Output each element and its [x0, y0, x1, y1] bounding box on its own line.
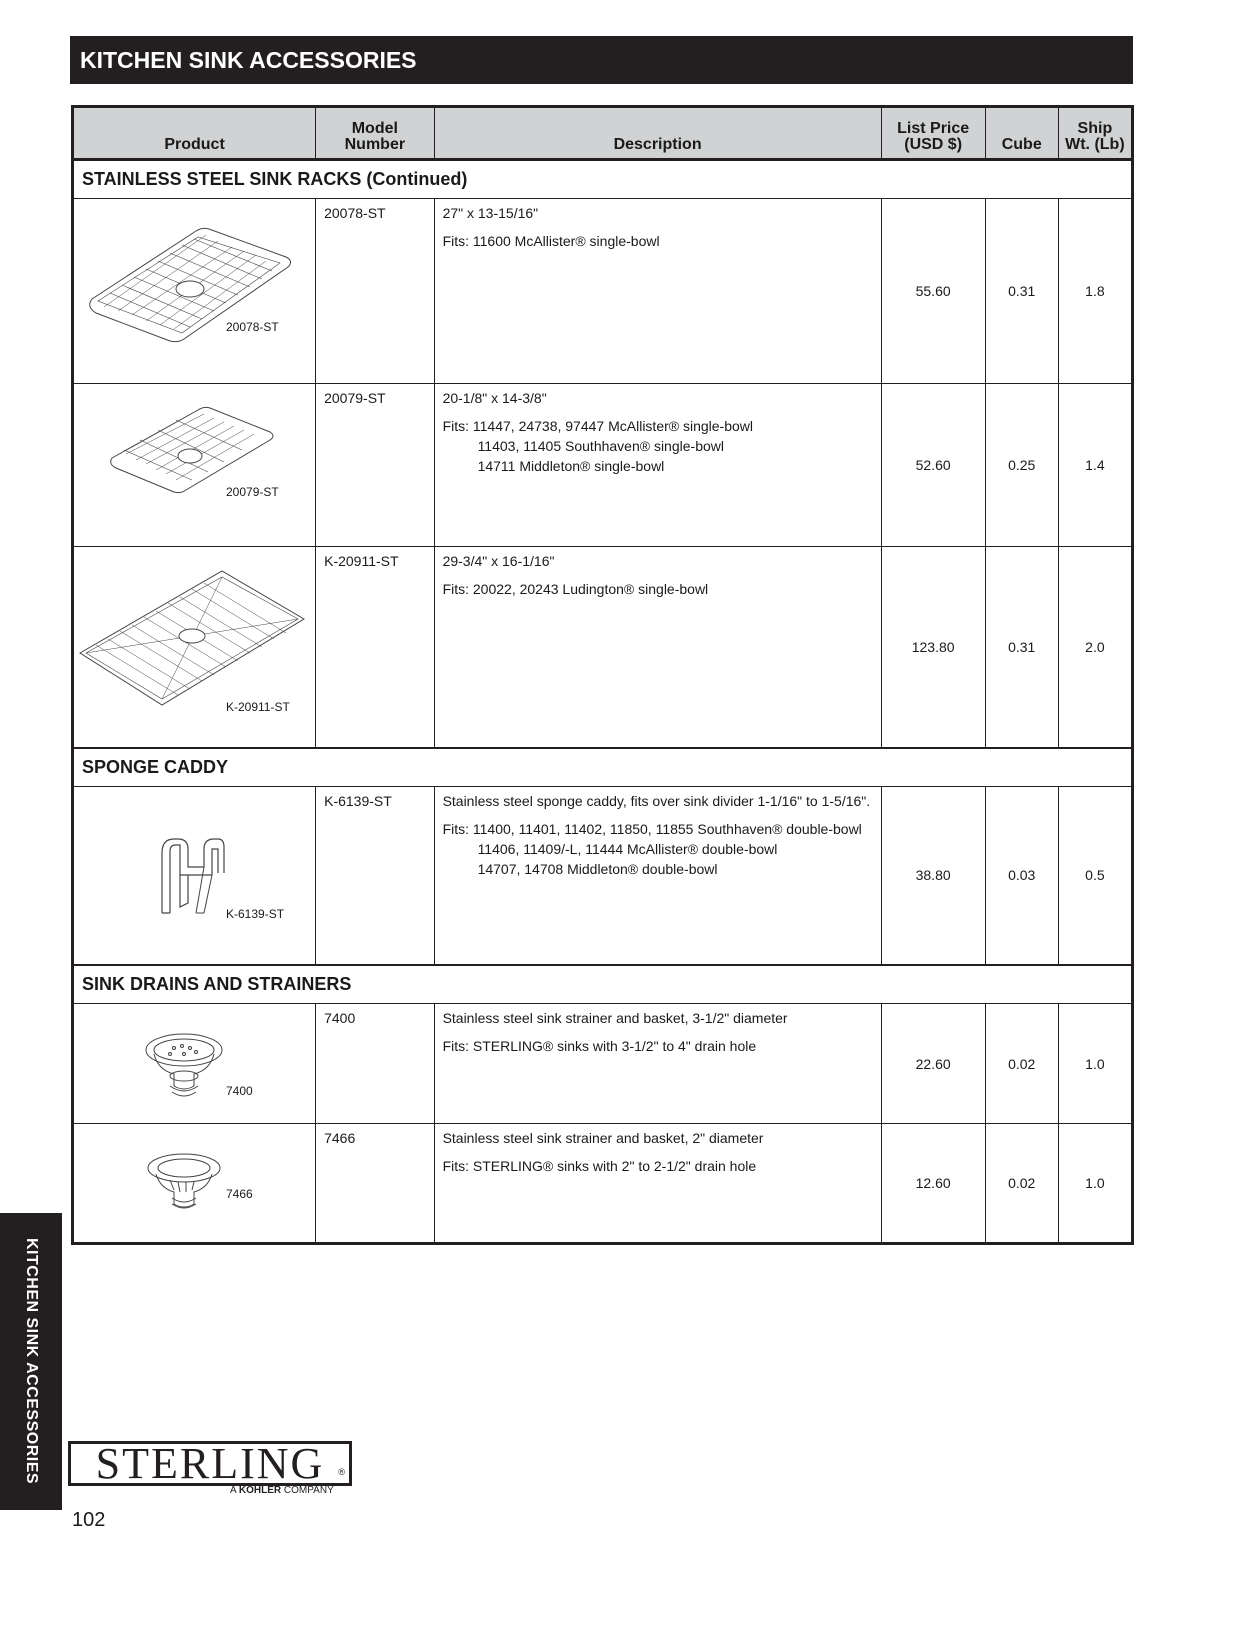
model-number: 7400 — [316, 1004, 434, 1124]
description-cell — [434, 1004, 881, 1124]
fits-line: Fits: 11447, 24738, 97447 McAllister® single-bowl — [442, 418, 754, 434]
section-title: SPONGE CADDY — [73, 748, 1133, 787]
table-row — [73, 1004, 1133, 1124]
fits-line: Fits: STERLING® sinks with 2" to 2-1/2" drain hole — [442, 1158, 757, 1174]
section-row — [73, 748, 1133, 787]
col-price-line2: (USD $) — [904, 136, 963, 153]
sponge-caddy-image — [74, 787, 310, 966]
product-caption: 20078-ST — [226, 320, 279, 334]
dimensions: 20-1/8" x 14-3/8" — [442, 390, 547, 406]
col-model-line2: Number — [344, 136, 406, 153]
logo-tagline — [230, 1485, 334, 1496]
product-image-cell — [73, 1004, 316, 1124]
fits-line: 14707, 14708 Middleton® double-bowl — [477, 860, 718, 877]
list-price: 123.80 — [881, 547, 985, 748]
section-title: SINK DRAINS AND STRAINERS — [73, 965, 1133, 1004]
logo-registered-mark: ® — [338, 1467, 345, 1477]
side-tab-label: KITCHEN SINK ACCESSORIES — [23, 1237, 40, 1485]
col-cube: Cube — [985, 107, 1058, 160]
col-model-line1: Model — [351, 120, 398, 137]
ship-weight: 1.8 — [1058, 199, 1132, 384]
fits-line: Fits: 11600 McAllister® single-bowl — [442, 233, 660, 249]
dimensions: 27" x 13-15/16" — [442, 205, 539, 221]
table-row — [73, 786, 1133, 965]
strainer-image — [74, 1124, 310, 1244]
model-number: 20078-ST — [316, 199, 434, 384]
description-cell — [434, 547, 881, 748]
tagline-company: COMPANY — [283, 1485, 334, 1496]
cube: 0.03 — [985, 786, 1058, 965]
product-image-cell — [73, 384, 316, 547]
description-cell — [434, 384, 881, 547]
ship-weight: 2.0 — [1058, 547, 1132, 748]
model-number: K-6139-ST — [316, 786, 434, 965]
dimensions: 29-3/4" x 16-1/16" — [442, 553, 555, 569]
col-price-line1: List Price — [897, 120, 970, 137]
list-price: 52.60 — [881, 384, 985, 547]
dimensions: Stainless steel sponge caddy, fits over sink divider 1-1/16" to 1-5/16". — [442, 792, 871, 809]
cube: 0.31 — [985, 199, 1058, 384]
sterling-logo — [68, 1441, 352, 1486]
fits-line: 14711 Middleton® single-bowl — [477, 458, 665, 474]
table-row — [73, 384, 1133, 547]
col-price — [881, 107, 985, 160]
sink-rack-image — [74, 199, 310, 384]
product-caption: 20079-ST — [226, 485, 279, 499]
cube: 0.02 — [985, 1004, 1058, 1124]
description-cell — [434, 786, 881, 965]
fits-line: Fits: 20022, 20243 Ludington® single-bowl — [442, 581, 709, 597]
section-row — [73, 965, 1133, 1004]
product-caption: K-6139-ST — [226, 906, 285, 921]
list-price: 12.60 — [881, 1124, 985, 1244]
model-number: 20079-ST — [316, 384, 434, 547]
product-image-cell — [73, 547, 316, 748]
cube: 0.25 — [985, 384, 1058, 547]
accessories-table — [71, 105, 1134, 1245]
product-image-cell — [73, 1124, 316, 1244]
table-header-row — [73, 107, 1133, 160]
col-product: Product — [73, 107, 316, 160]
fits-line: Fits: STERLING® sinks with 3-1/2" to 4" drain hole — [442, 1038, 757, 1054]
table-row — [73, 1124, 1133, 1244]
list-price: 38.80 — [881, 786, 985, 965]
model-number: 7466 — [316, 1124, 434, 1244]
fits-line: 11406, 11409/-L, 11444 McAllister® double-bowl — [477, 840, 778, 857]
strainer-image — [74, 1004, 310, 1124]
cube: 0.31 — [985, 547, 1058, 748]
col-ship-weight — [1058, 107, 1132, 160]
section-side-tab — [0, 1213, 62, 1510]
description-cell — [434, 199, 881, 384]
col-description: Description — [434, 107, 881, 160]
col-model — [316, 107, 434, 160]
product-caption: K-20911-ST — [226, 700, 290, 714]
product-caption: 7466 — [226, 1187, 253, 1201]
list-price: 22.60 — [881, 1004, 985, 1124]
page-number: 102 — [72, 1509, 106, 1531]
ship-weight: 0.5 — [1058, 786, 1132, 965]
dimensions: Stainless steel sink strainer and basket, 2" diameter — [442, 1130, 764, 1146]
ship-weight: 1.0 — [1058, 1124, 1132, 1244]
cube: 0.02 — [985, 1124, 1058, 1244]
col-ship-line2: Wt. (Lb) — [1065, 136, 1125, 153]
product-caption: 7400 — [226, 1084, 253, 1098]
list-price: 55.60 — [881, 199, 985, 384]
fits-line: Fits: 11400, 11401, 11402, 11850, 11855 Southhaven® double-bowl — [442, 820, 862, 837]
logo-wordmark: STERLING — [95, 1439, 325, 1488]
product-image-cell — [73, 199, 316, 384]
page-title: KITCHEN SINK ACCESSORIES — [70, 36, 1133, 84]
description-cell — [434, 1124, 881, 1244]
table-row — [73, 547, 1133, 748]
dimensions: Stainless steel sink strainer and basket, 3-1/2" diameter — [442, 1010, 788, 1026]
sink-rack-image — [74, 547, 310, 748]
tagline-a: A — [230, 1485, 237, 1496]
table-row — [73, 199, 1133, 384]
product-image-cell — [73, 786, 316, 965]
section-row — [73, 160, 1133, 199]
ship-weight: 1.4 — [1058, 384, 1132, 547]
ship-weight: 1.0 — [1058, 1004, 1132, 1124]
fits-line: 11403, 11405 Southhaven® single-bowl — [477, 438, 724, 454]
tagline-brand: KOHLER — [238, 1485, 282, 1496]
model-number: K-20911-ST — [316, 547, 434, 748]
sink-rack-image — [74, 384, 310, 547]
section-title: STAINLESS STEEL SINK RACKS (Continued) — [73, 160, 1133, 199]
col-ship-line1: Ship — [1077, 120, 1113, 137]
